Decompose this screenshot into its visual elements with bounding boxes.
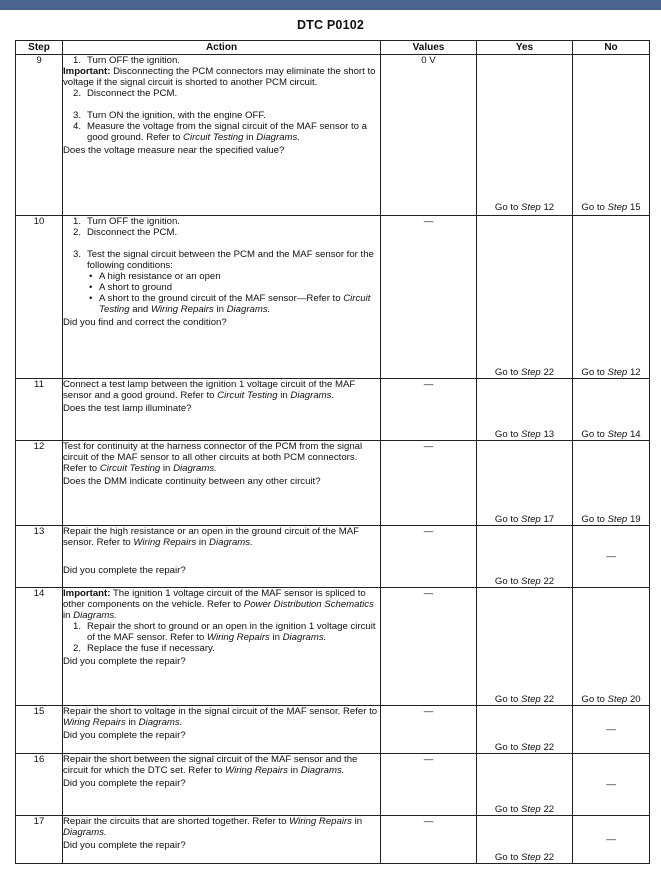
question-text: Did you complete the repair? [63,778,186,789]
bullet-text: A short to ground [99,282,173,293]
action-text: Disconnect the PCM. [87,88,178,99]
header-no: No [573,41,650,55]
action-text: in [216,304,224,315]
step-word: Step [521,202,541,213]
reference-link[interactable]: Circuit Testing [99,293,371,315]
yes-cell [477,379,573,441]
step-number: 17 [16,816,63,864]
list-number: 2. [73,643,82,654]
yes-step-link[interactable]: 12 [543,202,555,213]
goto-text: Go to [494,514,519,525]
list-number: 4. [73,121,82,132]
no-step-link[interactable]: 14 [629,429,641,440]
yes-step-link[interactable]: 22 [543,576,555,587]
reference-link[interactable]: Diagrams. [226,304,271,315]
step-word: Step [607,694,628,705]
important-label: Important: [63,588,111,599]
step-number: 14 [16,588,63,706]
value-cell: — [381,588,477,706]
goto-text: Go to [581,202,605,213]
yes-step-link[interactable]: 22 [543,694,555,705]
action-text: Test for continuity at the harness connector of the PCM from the signal circuit of the MAF sensor to all other circuits at both PCM connectors. Refer to [63,441,363,474]
goto-text: Go to [494,202,519,213]
important-text: The ignition 1 voltage circuit of the MAF sensor is spliced to other components on the vehicle. Refer to [63,588,366,610]
step-word: Step [607,202,628,213]
value-cell: — [381,526,477,588]
step-word: Step [521,367,541,378]
page-title: DTC P0102 [296,18,365,32]
value-cell: — [381,379,477,441]
reference-link[interactable]: Wiring Repairs [289,816,352,827]
reference-link[interactable]: Diagrams. [73,610,117,621]
reference-link[interactable]: Diagrams. [209,537,253,548]
yes-step-link[interactable]: 17 [543,514,555,525]
reference-link[interactable]: Wiring Repairs [150,304,214,315]
step-number: 11 [16,379,63,441]
goto-text: Go to [494,742,519,753]
step-word: Step [521,514,541,525]
question-text: Did you complete the repair? [63,656,186,667]
yes-cell [477,526,573,588]
step-word: Step [521,742,541,753]
step-number: 16 [16,754,63,816]
action-text: Repair the short to voltage in the signal circuit of the MAF sensor. Refer to [63,706,378,717]
yes-cell [477,441,573,526]
action-text: Repair the short between the signal circuit of the MAF sensor and the circuit for which the DTC set. Refer to [63,754,358,776]
step-word: Step [521,429,541,440]
yes-step-link[interactable]: 22 [543,804,555,815]
step-number: 10 [16,216,63,379]
reference-link[interactable]: Diagrams. [173,463,217,474]
action-text: in [272,632,280,643]
bullet-icon: • [89,271,93,282]
list-number: 1. [73,621,82,632]
yes-step-link[interactable]: 13 [543,429,555,440]
step-word: Step [521,576,541,587]
question-text: Did you complete the repair? [63,565,186,576]
action-text: in [354,816,363,827]
action-cell [63,526,381,588]
action-text: in [162,463,171,474]
action-text: and [132,304,149,315]
no-step-link[interactable]: 15 [629,202,641,213]
value-cell: — [381,216,477,379]
reference-link[interactable]: Circuit Testing [217,390,278,401]
step-word: Step [521,694,541,705]
action-text: in [63,610,71,621]
action-text: in [128,717,136,728]
important-text: Disconnecting the PCM connectors may eliminate the short to voltage if the signal circuit is shorted to another PCM circuit. [63,66,376,88]
bullet-icon: • [89,293,93,304]
yes-cell [477,55,573,216]
goto-text: Go to [494,694,519,705]
no-cell: — [573,526,650,588]
action-text: in [198,537,207,548]
action-cell [63,216,381,379]
value-cell: — [381,754,477,816]
list-number: 1. [73,55,82,66]
no-cell: — [573,754,650,816]
action-text: Test the signal circuit between the PCM and the MAF sensor for the following conditions: [87,249,374,271]
question-text: Did you complete the repair? [63,840,186,851]
reference-link[interactable]: Circuit Testing [99,463,161,474]
header-values: Values [381,41,477,55]
table-row [16,441,650,526]
yes-cell [477,754,573,816]
action-text: in [280,390,288,401]
action-text: Repair the circuits that are shorted together. Refer to [63,816,287,827]
table-row [16,55,650,216]
header-action: Action [63,41,381,55]
action-cell [63,754,381,816]
table-row [16,379,650,441]
question-text: Does the test lamp illuminate? [63,403,192,414]
yes-cell [477,816,573,864]
goto-text: Go to [581,367,605,378]
bullet-text: A short to the ground circuit of the MAF sensor—Refer to [99,293,341,304]
table-row [16,588,650,706]
yes-step-link[interactable]: 22 [543,742,555,753]
no-cell [573,216,650,379]
reference-link[interactable]: Wiring Repairs [225,765,288,776]
yes-cell [477,706,573,754]
yes-step-link[interactable]: 22 [543,367,555,378]
action-cell [63,55,381,216]
table-row [16,216,650,379]
reference-link[interactable]: Circuit Testing [183,132,244,143]
table-row [16,816,650,864]
step-word: Step [521,804,541,815]
important-label: Important: [63,66,111,77]
step-word: Step [521,852,541,863]
goto-text: Go to [494,367,519,378]
reference-link[interactable]: Wiring Repairs [63,717,126,728]
yes-step-link[interactable]: 22 [543,852,555,863]
value-cell: — [381,816,477,864]
table-row [16,706,650,754]
action-text: in [246,132,254,143]
action-text: Turn ON the ignition, with the engine OFF. [87,110,266,121]
no-cell [573,441,650,526]
no-step-link[interactable]: 19 [629,514,641,525]
step-word: Step [607,514,628,525]
diagnostic-table [15,40,650,864]
list-number: 3. [73,249,82,260]
no-cell [573,55,650,216]
action-text: Repair the high resistance or an open in the ground circuit of the MAF sensor. Refer to [63,526,359,548]
bullet-text: A high resistance or an open [99,271,221,282]
no-cell [573,588,650,706]
header-row [16,41,650,55]
reference-link[interactable]: Wiring Repairs [133,537,197,548]
goto-text: Go to [494,429,519,440]
question-text: Did you complete the repair? [63,730,186,741]
goto-text: Go to [581,429,605,440]
bullet-icon: • [89,282,93,293]
table-row [16,754,650,816]
action-text: Turn OFF the ignition. [87,216,180,227]
action-cell [63,588,381,706]
no-cell: — [573,816,650,864]
no-cell [573,379,650,441]
reference-link[interactable]: Diagrams. [300,765,345,776]
no-cell: — [573,706,650,754]
list-number: 2. [73,88,82,99]
yes-cell [477,216,573,379]
top-bar [0,0,661,10]
step-number: 9 [16,55,63,216]
action-text: Repair the short to ground or an open in the ignition 1 voltage circuit of the MAF sensor. Refer to [87,621,376,643]
yes-cell [477,588,573,706]
value-cell: — [381,706,477,754]
header-step: Step [16,41,63,55]
action-cell [63,379,381,441]
step-word: Step [607,429,628,440]
reference-link[interactable]: Wiring Repairs [206,632,270,643]
value-cell: 0 V [381,55,477,216]
action-text: Replace the fuse if necessary. [87,643,215,654]
reference-link[interactable]: Diagrams. [290,390,335,401]
goto-text: Go to [494,804,519,815]
action-text: Connect a test lamp between the ignition 1 voltage circuit of the MAF sensor and a good ground. Refer to [63,379,356,401]
action-text: Turn OFF the ignition. [87,55,180,66]
question-text: Does the DMM indicate continuity between any other circuit? [63,476,321,487]
goto-text: Go to [581,514,605,525]
reference-link[interactable]: Diagrams. [282,632,327,643]
reference-link[interactable]: Diagrams. [63,827,107,838]
no-step-link[interactable]: 20 [629,694,641,705]
goto-text: Go to [494,852,519,863]
action-text: Disconnect the PCM. [87,227,178,238]
goto-text: Go to [581,694,605,705]
step-number: 15 [16,706,63,754]
reference-link[interactable]: Diagrams. [256,132,300,143]
list-number: 1. [73,216,82,227]
action-text: Measure the voltage from the signal circuit of the MAF sensor to a good ground. Refer to [87,121,367,143]
question-text: Did you find and correct the condition? [63,317,227,328]
header-yes: Yes [477,41,573,55]
action-cell [63,816,381,864]
action-text: in [290,765,299,776]
action-cell [63,441,381,526]
action-cell [63,706,381,754]
value-cell: — [381,441,477,526]
reference-link[interactable]: Diagrams. [138,717,183,728]
reference-link[interactable]: Power Distribution Schematics [243,599,374,610]
step-number: 13 [16,526,63,588]
no-step-link[interactable]: 12 [629,367,641,378]
question-text: Does the voltage measure near the specified value? [63,145,285,156]
step-number: 12 [16,441,63,526]
list-number: 2. [73,227,82,238]
list-number: 3. [73,110,82,121]
table-row [16,526,650,588]
goto-text: Go to [494,576,519,587]
step-word: Step [607,367,628,378]
